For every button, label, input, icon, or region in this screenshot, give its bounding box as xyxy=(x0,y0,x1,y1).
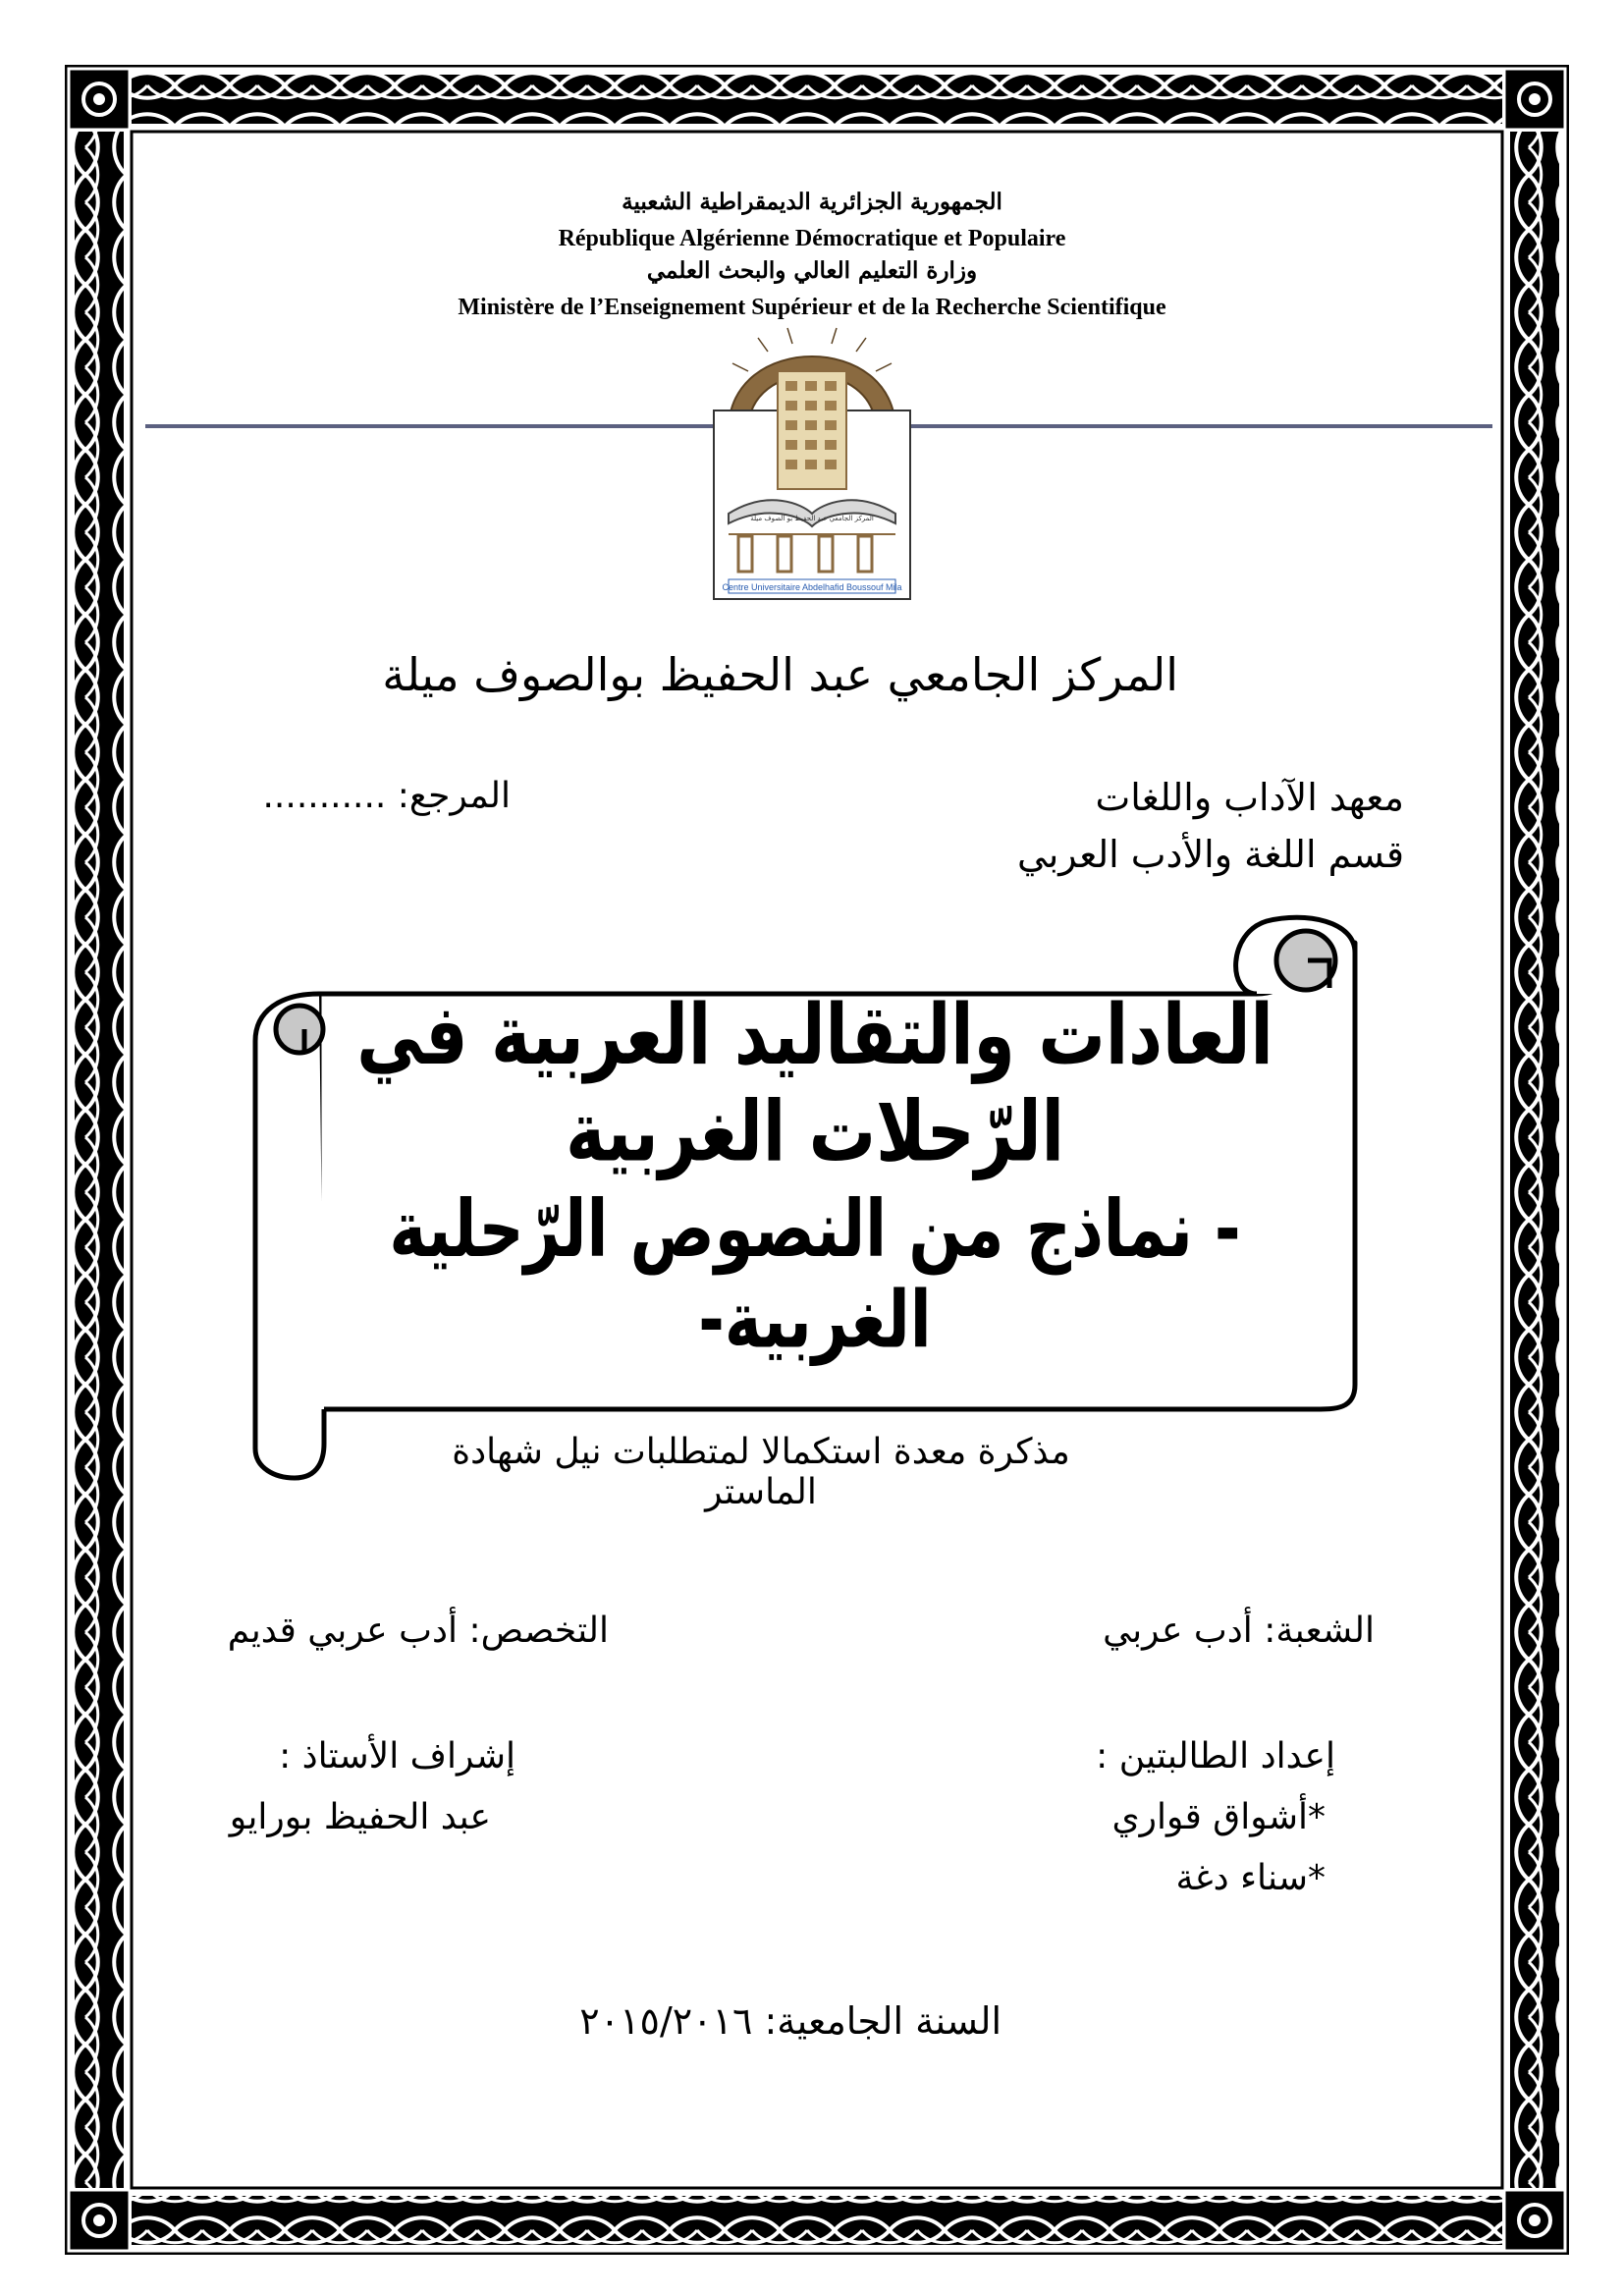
ministry-arabic: وزارة التعليم العالي والبحث العلمي xyxy=(646,257,978,284)
logo-caption: Centre Universitaire Abdelhafid Boussouf Mila xyxy=(722,582,902,592)
student-name-1: *أشواق قواري xyxy=(1111,1797,1326,1837)
ministry-french: Ministère de l’Enseignement Supérieur et de la Recherche Scientifique xyxy=(458,295,1166,320)
student-name-2: *سناء دغة xyxy=(1175,1858,1326,1898)
branch-label: الشعبة: أدب عربي xyxy=(1103,1611,1375,1651)
republic-arabic: الجمهورية الجزائرية الديمقراطية الشعبية xyxy=(622,189,1002,215)
academic-year: السنة الجامعية: ٢٠١٥/٢٠١٦ xyxy=(579,1999,1001,2043)
thesis-title-line2: - نماذج من النصوص الرّحلية الغربية- xyxy=(389,1184,1241,1367)
republic-french: République Algérienne Démocratique et Populaire xyxy=(558,226,1066,251)
students-label: إعداد الطالبتين : xyxy=(1096,1736,1335,1777)
institute-name: معهد الآداب واللغات xyxy=(1095,776,1404,819)
logo-book-text: المركز الجامعي عبد الحفيظ بو الصوف ميلة xyxy=(750,515,874,522)
thesis-title-line1: العادات والتقاليد العربية في الرّحلات الغربية xyxy=(356,987,1273,1181)
thesis-subtitle: مذكرة معدة استكمالا لمتطلبات نيل شهادة الماستر xyxy=(452,1432,1070,1512)
reference-number: المرجع: ........... xyxy=(262,776,511,816)
supervisor-name: عبد الحفيظ بورايو xyxy=(229,1797,491,1837)
supervisor-label: إشراف الأستاذ : xyxy=(279,1736,515,1777)
department-name: قسم اللغة والأدب العربي xyxy=(1017,833,1404,876)
institution-name: المركز الجامعي عبد الحفيظ بوالصوف ميلة xyxy=(382,648,1178,701)
university-logo xyxy=(709,312,915,607)
specialty-label: التخصص: أدب عربي قديم xyxy=(227,1611,609,1651)
